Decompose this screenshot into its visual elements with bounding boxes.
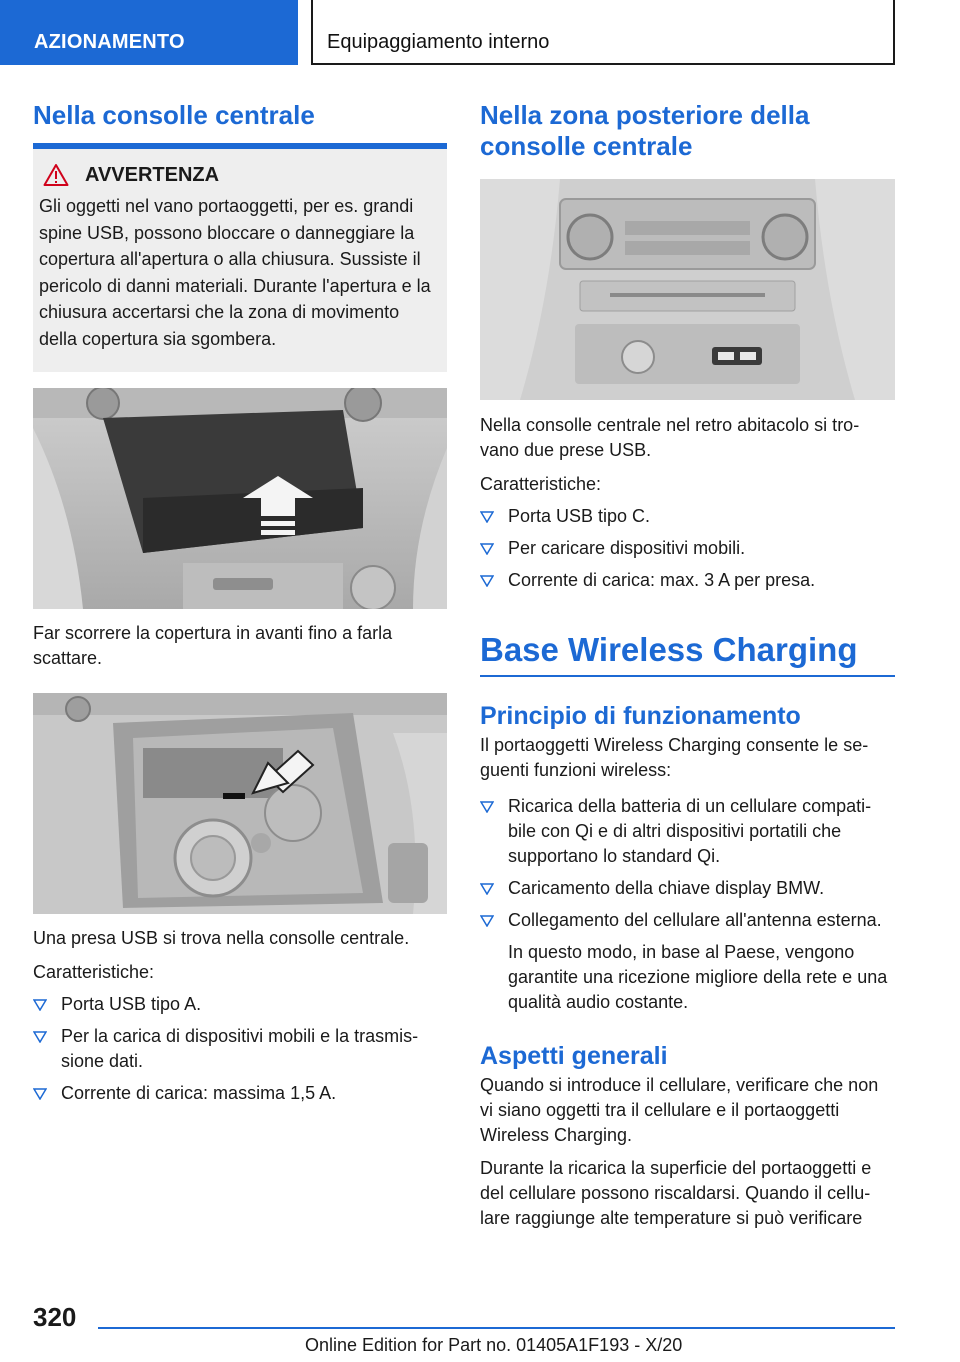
list-item: Ricarica della batteria di un cellulare compati-bile con Qi e di altri dispositivi portatili che supportano lo standard Qi. bbox=[480, 794, 895, 869]
right-column bbox=[480, 100, 895, 1231]
feature-list-usb-c bbox=[480, 504, 895, 593]
chapter-header bbox=[311, 0, 895, 65]
general-paragraph-2: Durante la ricarica la superficie del portaoggetti e del cellulare possono riscaldarsi. Quando il cellu-lare raggiunge alte temperature si può verificare bbox=[480, 1158, 872, 1228]
footer-rule bbox=[98, 1327, 895, 1329]
caption-usb-socket: Una presa USB si trova nella consolle centrale. bbox=[33, 928, 410, 948]
warning-text: Gli oggetti nel vano portaoggetti, per es. grandi spine USB, possono bloccare o danneggiare la copertura all'apertura o alla chiusura. Sussiste il pericolo di danni materiali. Durante l'apertura e la chiusura accertarsi che la zona di movimento della copertura sia sgombera. bbox=[39, 196, 431, 349]
list-item: Per la carica di dispositivi mobili e la trasmis-sione dati. bbox=[33, 1024, 447, 1074]
section-title-rear-console: Nella zona posteriore della consolle centrale bbox=[480, 100, 810, 161]
list-item: Corrente di carica: max. 3 A per presa. bbox=[480, 568, 895, 593]
page-number: 320 bbox=[33, 1302, 77, 1332]
chapter-rule bbox=[480, 675, 895, 677]
caption-rear-usb: Nella consolle centrale nel retro abitacolo si tro-vano due prese USB. bbox=[480, 415, 860, 460]
features-label: Caratteristiche: bbox=[33, 962, 155, 982]
bullet-triangle-icon bbox=[480, 915, 494, 927]
left-column bbox=[33, 100, 447, 1106]
section-tab bbox=[0, 0, 298, 65]
bullet-triangle-icon bbox=[480, 511, 494, 523]
section-label: AZIONAMENTO bbox=[34, 31, 185, 53]
list-item: Porta USB tipo C. bbox=[480, 504, 895, 529]
edition-note: Online Edition for Part no. 01405A1F193 - X/20 bbox=[305, 1335, 683, 1355]
warning-title: AVVERTENZA bbox=[85, 163, 220, 186]
usb-socket-image bbox=[33, 693, 447, 914]
chapter-title-wireless-charging: Base Wireless Charging bbox=[480, 631, 858, 668]
bullet-triangle-icon bbox=[480, 575, 494, 587]
list-item: Porta USB tipo A. bbox=[33, 992, 447, 1017]
section-title-center-console: Nella consolle centrale bbox=[33, 100, 315, 130]
chapter-label: Equipaggiamento interno bbox=[327, 31, 550, 53]
rear-console-image bbox=[480, 179, 895, 400]
bullet-triangle-icon bbox=[480, 543, 494, 555]
function-note: In questo modo, in base al Paese, vengono garantite una ricezione migliore della rete e una qualità audio costante. bbox=[508, 942, 888, 1012]
principle-text: Il portaoggetti Wireless Charging consente le se-guenti funzioni wireless: bbox=[480, 735, 869, 780]
wireless-functions-list bbox=[480, 794, 895, 1015]
features-label: Caratteristiche: bbox=[480, 474, 602, 494]
general-paragraph-1: Quando si introduce il cellulare, verificare che non vi siano oggetti tra il cellulare e il portaoggetti Wireless Charging. bbox=[480, 1075, 879, 1145]
bullet-triangle-icon bbox=[33, 1088, 47, 1100]
feature-list-usb-a bbox=[33, 992, 447, 1106]
subsection-title-principle: Principio di funzionamento bbox=[480, 702, 801, 730]
caption-slide-cover: Far scorrere la copertura in avanti fino a farla scattare. bbox=[33, 623, 393, 668]
bullet-triangle-icon bbox=[33, 999, 47, 1011]
list-item: Caricamento della chiave display BMW. bbox=[480, 876, 895, 901]
list-item: Collegamento del cellulare all'antenna esterna. In questo modo, in base al Paese, vengono garantite una ricezione migliore della rete e una qualità audio costante. bbox=[480, 908, 895, 1015]
warning-box bbox=[33, 149, 447, 372]
bullet-triangle-icon bbox=[480, 801, 494, 813]
bullet-triangle-icon bbox=[480, 883, 494, 895]
list-item: Corrente di carica: massima 1,5 A. bbox=[33, 1081, 447, 1106]
console-cover-image bbox=[33, 388, 447, 609]
subsection-title-general: Aspetti generali bbox=[480, 1042, 668, 1070]
bullet-triangle-icon bbox=[33, 1031, 47, 1043]
warning-triangle-icon bbox=[43, 163, 69, 187]
list-item: Per caricare dispositivi mobili. bbox=[480, 536, 895, 561]
